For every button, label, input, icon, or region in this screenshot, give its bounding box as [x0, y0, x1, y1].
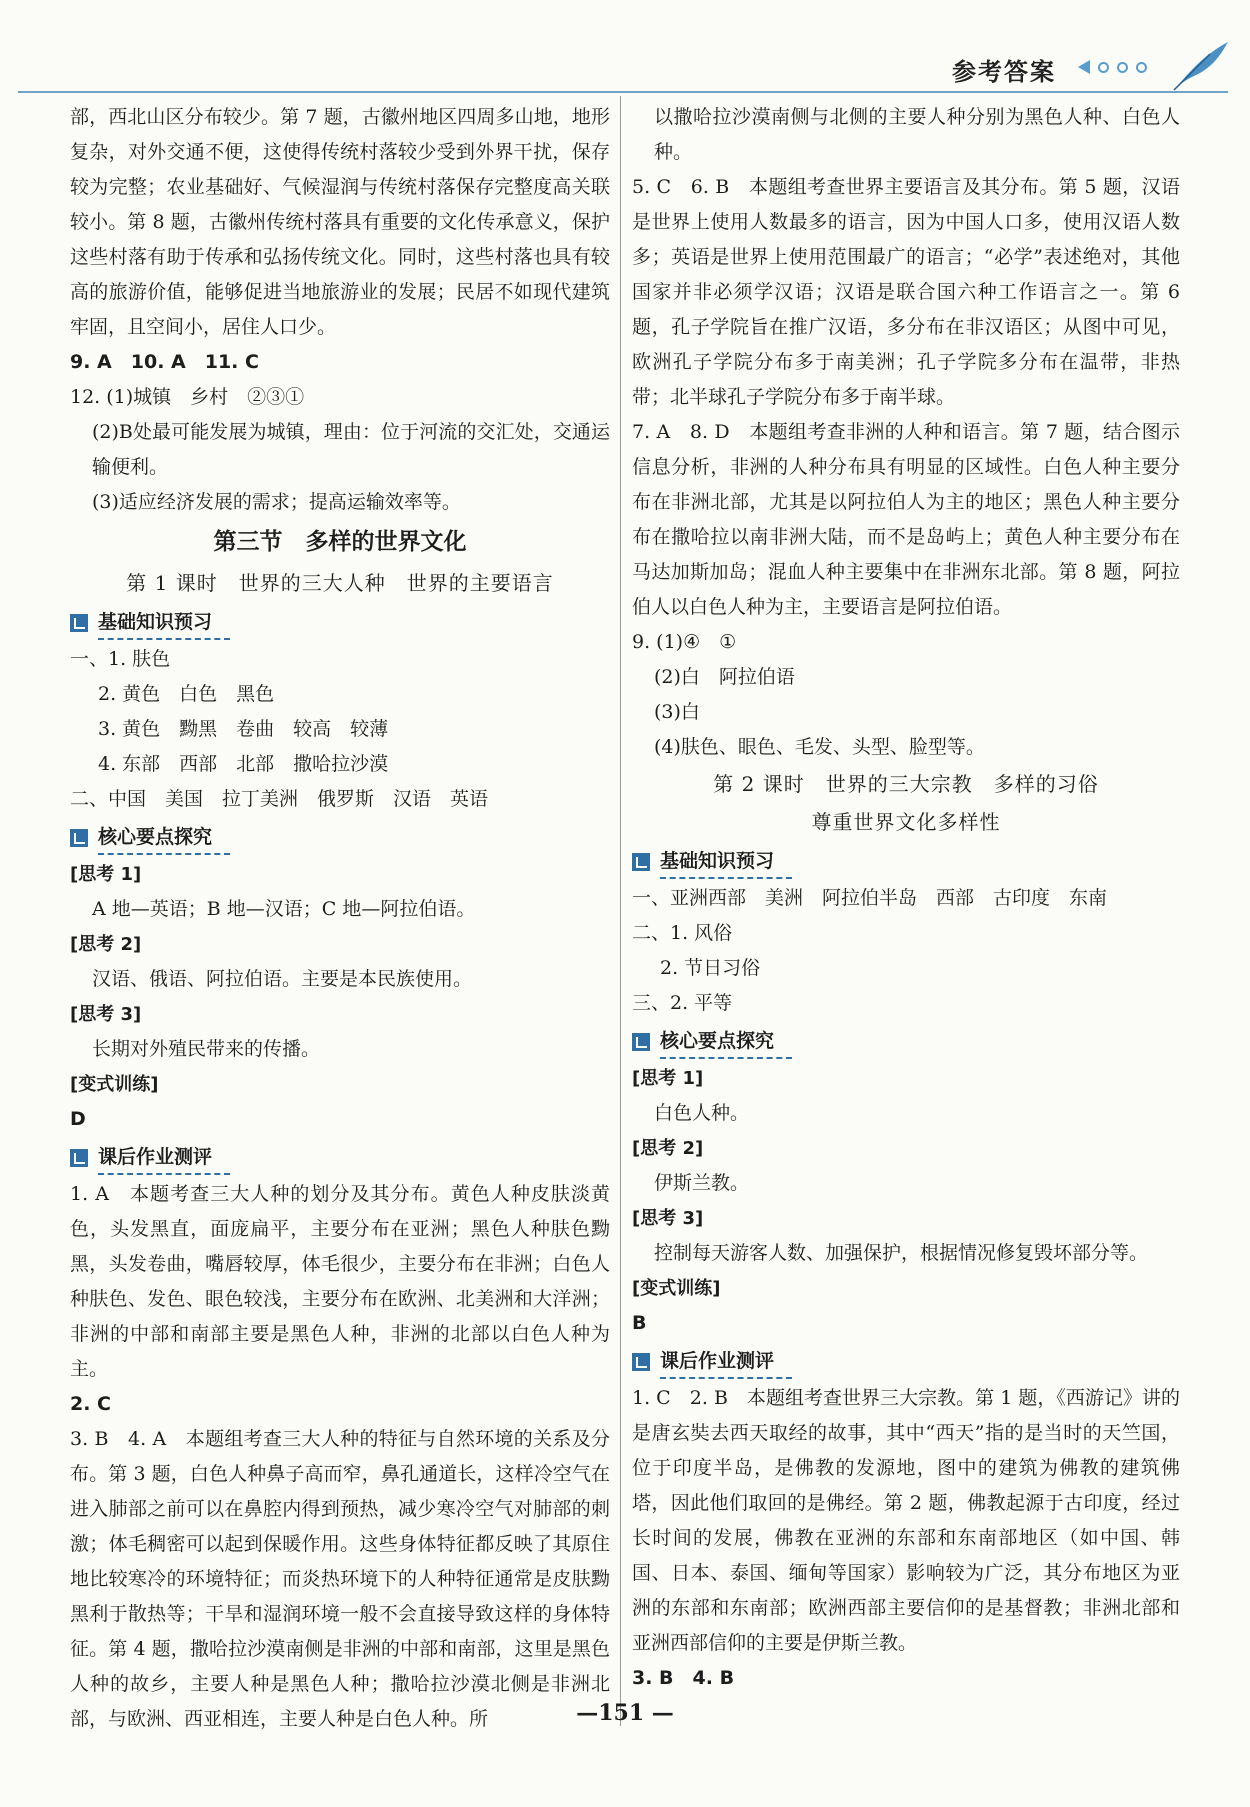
section-bar	[70, 1141, 610, 1175]
list-item: 三、2. 平等	[632, 992, 733, 1014]
list-item: 4. 东部 西部 北部 撒哈拉沙漠	[98, 753, 389, 775]
lesson-title: 第 1 课时 世界的三大人种 世界的主要语言	[126, 571, 554, 595]
arrow-icon	[70, 614, 88, 632]
arrow-icon	[70, 829, 88, 847]
arrow-icon	[70, 1149, 88, 1167]
section-bar	[70, 821, 610, 855]
triangle-icon	[1078, 60, 1090, 74]
think-answer: A 地—英语；B 地—汉语；C 地—阿拉伯语。	[92, 898, 476, 920]
question-9-part2: (2)白 阿拉伯语	[654, 666, 795, 688]
section-bar	[632, 845, 1180, 879]
question-12-part1: 12. (1)城镇 乡村 ②③①	[70, 386, 305, 408]
header-rule	[18, 91, 1228, 93]
homework-answer: 1. A 本题考查三大人种的划分及其分布。黄色人种皮肤淡黄色，头发黑直，面庞扁平，主要分布在亚洲；黑色人种肤色黝黑，头发卷曲，嘴唇较厚，体毛很少，主要分布在非洲；白色人种肤色、发色、眼色较浅，主要分布在欧洲、北美洲和大洋洲；非洲的中部和南部主要是黑色人种，非洲的北部以白色人种为主。	[70, 1183, 610, 1380]
circle-icon	[1136, 62, 1147, 73]
question-12-part3: (3)适应经济发展的需求；提高运输效率等。	[92, 491, 461, 513]
variant-label: [变式训练]	[632, 1278, 721, 1299]
question-9-part1: 9. (1)④ ①	[632, 631, 737, 653]
section-bar	[632, 1345, 1180, 1379]
think-label: [思考 1]	[70, 864, 142, 885]
left-column	[70, 100, 610, 1737]
circle-icon	[1098, 62, 1109, 73]
list-item: 二、中国 美国 拉丁美洲 俄罗斯 汉语 英语	[70, 788, 489, 810]
homework-answer: 3. B 4. A 本题组考查三大人种的特征与自然环境的关系及分布。第 3 题，白色人种鼻子高而窄，鼻孔通道长，这样冷空气在进入肺部之前可以在鼻腔内得到预热，减少寒冷空气对肺部的刺激；体毛稠密可以起到保暖作用。这些身体特征都反映了其原住地比较寒冷的环境特征；而炎热环境下的人种特征通常是皮肤黝黑利于散热等；干旱和湿润环境一般不会直接导致这样的身体特征。第 4 题，撒哈拉沙漠南侧是非洲的中部和南部，这里是黑色人种的故乡，主要人种是黑色人种；撒哈拉沙漠北侧是非洲北部，与欧洲、西亚相连，主要人种是白色人种。所	[70, 1428, 610, 1730]
homework-answer: 1. C 2. B 本题组考查世界三大宗教。第 1 题，《西游记》讲的是唐玄奘去西天取经的故事，其中“西天”指的是当时的天竺国，位于印度半岛，是佛教的发源地，图中的建筑为佛教的建筑佛塔，因此他们取回的是佛经。第 2 题，佛教起源于古印度，经过长时间的发展，佛教在亚洲的东部和东南部地区（如中国、韩国、日本、泰国、缅甸等国家）影响较为广泛，其分布地区为亚洲的东部和东南部；欧洲西部主要信仰的是基督教；非洲北部和亚洲西部信仰的主要是伊斯兰教。	[632, 1387, 1180, 1654]
page-number: —151 —	[576, 1700, 674, 1726]
think-answer: 白色人种。	[654, 1102, 750, 1124]
lesson-title: 尊重世界文化多样性	[811, 810, 1001, 834]
arrow-icon	[632, 1033, 650, 1051]
list-item: 2. 黄色 白色 黑色	[98, 683, 275, 705]
list-item: 二、1. 风俗	[632, 922, 733, 944]
variant-answer: B	[632, 1312, 647, 1334]
lesson-title: 第 2 课时 世界的三大宗教 多样的习俗	[713, 772, 1099, 796]
paragraph: 部，西北山区分布较少。第 7 题，古徽州地区四周多山地，地形复杂，对外交通不便，这使得传统村落较少受到外界干扰，保存较为完整；农业基础好、气候湿润与传统村落保存完整度高关联较小。第 8 题，古徽州传统村落具有重要的文化传承意义，保护这些村落有助于传承和弘扬传统文化。同时，这些村落也具有较高的旅游价值，能够促进当地旅游业的发展；民居不如现代建筑牢固，且空间小，居住人口少。	[70, 106, 610, 338]
think-label: [思考 3]	[70, 1004, 142, 1025]
think-answer: 汉语、俄语、阿拉伯语。主要是本民族使用。	[92, 968, 473, 990]
section-bar	[70, 606, 610, 640]
answer-line: 9. A 10. A 11. C	[70, 351, 259, 373]
think-answer: 伊斯兰教。	[654, 1172, 750, 1194]
list-item: 一、亚洲西部 美洲 阿拉伯半岛 西部 古印度 东南	[632, 887, 1108, 909]
page-header	[0, 0, 1250, 100]
list-item: 2. 节日习俗	[660, 957, 761, 979]
right-column	[632, 100, 1180, 1696]
homework-answer: 7. A 8. D 本题组考查非洲的人种和语言。第 7 题，结合图示信息分析，非洲的人种分布具有明显的区域性。白色人种主要分布在非洲北部，尤其是以阿拉伯人为主的地区；黑色人种主要分布在撒哈拉以南非洲大陆，而不是岛屿上；黄色人种主要分布在马达加斯加岛；混血人种主要集中在非洲东北部。第 8 题，阿拉伯人以白色人种为主，主要语言是阿拉伯语。	[632, 421, 1180, 618]
section-bar-label: 基础知识预习	[98, 606, 230, 640]
section-bar-label: 核心要点探究	[98, 821, 230, 855]
list-item: 一、1. 肤色	[70, 648, 171, 670]
think-label: [思考 2]	[632, 1138, 704, 1159]
header-title: 参考答案	[952, 58, 1056, 86]
think-answer: 控制每天游客人数、加强保护，根据情况修复毁坏部分等。	[654, 1242, 1149, 1264]
paragraph: 以撒哈拉沙漠南侧与北侧的主要人种分别为黑色人种、白色人种。	[654, 106, 1180, 163]
section-title: 第三节 多样的世界文化	[213, 528, 467, 555]
column-divider	[620, 96, 621, 1726]
section-bar	[632, 1025, 1180, 1059]
homework-answer: 3. B 4. B	[632, 1667, 735, 1689]
think-answer: 长期对外殖民带来的传播。	[92, 1038, 321, 1060]
header-decoration	[1078, 60, 1147, 74]
question-9-part4: (4)肤色、眼色、毛发、头型、脸型等。	[654, 736, 985, 758]
section-bar-label: 核心要点探究	[660, 1025, 792, 1059]
homework-answer: 5. C 6. B 本题组考查世界主要语言及其分布。第 5 题，汉语是世界上使用人数最多的语言，因为中国人口多，使用汉语人数多；英语是世界上使用范围最广的语言；“必学”表述绝对，其他国家并非必须学汉语；汉语是联合国六种工作语言之一。第 6 题，孔子学院旨在推广汉语，多分布在非汉语区；从图中可见，欧洲孔子学院分布多于南美洲；孔子学院多分布在温带，非热带；北半球孔子学院分布多于南半球。	[632, 176, 1180, 408]
think-label: [思考 3]	[632, 1208, 704, 1229]
section-bar-label: 课后作业测评	[660, 1345, 792, 1379]
variant-label: [变式训练]	[70, 1074, 159, 1095]
question-12-part2: (2)B处最可能发展为城镇，理由：位于河流的交汇处，交通运输便利。	[92, 421, 610, 478]
variant-answer: D	[70, 1108, 86, 1130]
homework-answer: 2. C	[70, 1393, 111, 1415]
arrow-icon	[632, 1353, 650, 1371]
question-9-part3: (3)白	[654, 701, 700, 723]
arrow-icon	[632, 853, 650, 871]
section-bar-label: 课后作业测评	[98, 1141, 230, 1175]
feather-icon	[1170, 40, 1230, 92]
circle-icon	[1117, 62, 1128, 73]
section-bar-label: 基础知识预习	[660, 845, 792, 879]
think-label: [思考 1]	[632, 1068, 704, 1089]
think-label: [思考 2]	[70, 934, 142, 955]
list-item: 3. 黄色 黝黑 卷曲 较高 较薄	[98, 718, 389, 740]
